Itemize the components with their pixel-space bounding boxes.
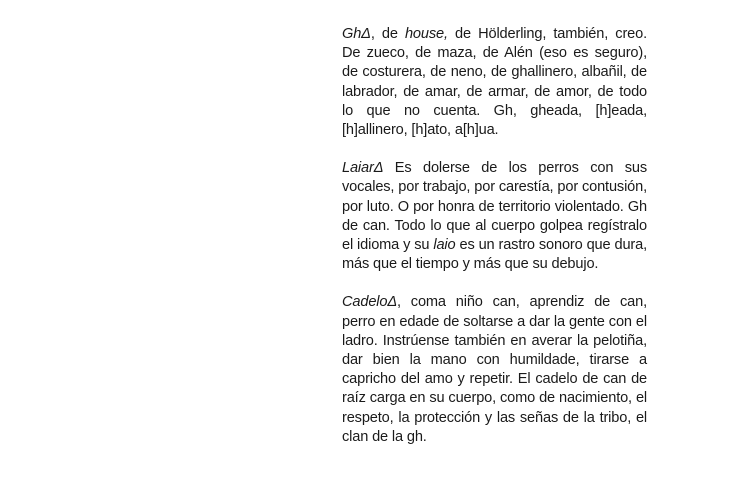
- entry-text: , coma niño can, aprendiz de can, perro en edade de soltarse a dar la gente con el ladro. Instrúense también en averar la pelotiña, dar bien la mano con humildade, tirarse a capricho del amo y repetir. El cadelo de can de raíz carga en su cuerpo, como de nacimiento, el respeto, la protección y las señas de la tribo, el clan de la gh.: [342, 294, 647, 445]
- entry-cadelo: [342, 293, 647, 447]
- entry-term: LaiarΔ: [342, 160, 384, 177]
- entry-text: Es dolerse de los perros con sus vocales, por trabajo, por carestía, por contusión, por luto. O por honra de territorio violentado. Gh de can. Todo lo que al cuerpo golpea regístralo el idioma y su: [342, 160, 647, 254]
- entry-gh: [342, 25, 647, 140]
- entry-italic-word: house,: [404, 26, 448, 42]
- entry-text: de Hölderling, también, creo. De zueco, de maza, de Alén (eso es seguro), de costurera, de neno, de ghallinero, albañil, de labrador, de amar, de armar, de amor, de todo lo que no cuenta. Gh, gheada, [h]eada, [h]allinero, [h]ato, a[h]ua.: [342, 26, 647, 139]
- entry-text: , de: [370, 26, 405, 42]
- entry-term: CadeloΔ: [342, 294, 397, 311]
- entry-text: es un rastro sonoro que dura, más que el tiempo y más que su debujo.: [342, 237, 647, 273]
- entry-italic-word: laio: [433, 237, 456, 254]
- entry-laiar: [342, 159, 647, 274]
- entry-term: GhΔ: [342, 26, 371, 42]
- text-column: [342, 25, 647, 466]
